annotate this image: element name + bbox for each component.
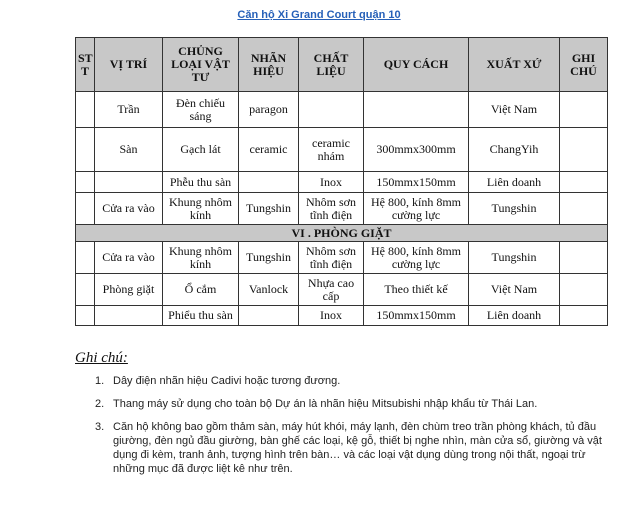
cell-stt bbox=[76, 172, 95, 193]
table-row bbox=[76, 92, 608, 128]
cell-location: Cửa ra vào bbox=[95, 193, 163, 225]
cell-location: Cửa ra vào bbox=[95, 242, 163, 274]
cell-specification: 150mmx150mm bbox=[364, 172, 469, 193]
cell-stt bbox=[76, 193, 95, 225]
table-row bbox=[76, 172, 608, 193]
cell-specification: 150mmx150mm bbox=[364, 306, 469, 326]
cell-brand bbox=[239, 172, 299, 193]
cell-stt bbox=[76, 242, 95, 274]
table-row bbox=[76, 306, 608, 326]
cell-location: Phòng giặt bbox=[95, 274, 163, 306]
cell-note bbox=[560, 172, 608, 193]
document-title: Căn hộ Xi Grand Court quận 10 bbox=[237, 9, 401, 21]
cell-brand: Tungshin bbox=[239, 193, 299, 225]
cell-origin: Liên doanh bbox=[469, 306, 560, 326]
header-material-type: CHỦNG LOẠI VẬT TƯ bbox=[163, 38, 239, 92]
header-stt: ST T bbox=[76, 38, 95, 92]
table-header-row bbox=[76, 38, 608, 92]
cell-stt bbox=[76, 92, 95, 128]
note-number: 2. bbox=[95, 398, 105, 410]
cell-material: ceramic nhám bbox=[299, 128, 364, 172]
cell-location: Sàn bbox=[95, 128, 163, 172]
cell-origin: Tungshin bbox=[469, 242, 560, 274]
notes-heading: Ghi chú: bbox=[75, 350, 128, 366]
cell-note bbox=[560, 193, 608, 225]
cell-specification: Hệ 800, kính 8mm cường lực bbox=[364, 193, 469, 225]
note-number: 3. bbox=[95, 421, 105, 433]
cell-origin: Việt Nam bbox=[469, 274, 560, 306]
table-row bbox=[76, 193, 608, 225]
cell-stt bbox=[76, 274, 95, 306]
list-item bbox=[95, 397, 615, 411]
section-header-row bbox=[76, 225, 608, 242]
header-note: GHI CHÚ bbox=[560, 38, 608, 92]
cell-specification: Hệ 800, kính 8mm cường lực bbox=[364, 242, 469, 274]
cell-note bbox=[560, 92, 608, 128]
list-item bbox=[95, 420, 615, 476]
spec-table bbox=[75, 37, 608, 326]
cell-material: Nhôm sơn tĩnh điện bbox=[299, 242, 364, 274]
cell-stt bbox=[76, 128, 95, 172]
section-title: VI . PHÒNG GIẶT bbox=[76, 225, 608, 242]
cell-material-type: Phễu thu sàn bbox=[163, 172, 239, 193]
cell-note bbox=[560, 128, 608, 172]
cell-specification: 300mmx300mm bbox=[364, 128, 469, 172]
table-row bbox=[76, 128, 608, 172]
notes-list bbox=[95, 374, 615, 485]
cell-brand: Tungshin bbox=[239, 242, 299, 274]
cell-location: Trần bbox=[95, 92, 163, 128]
cell-material: Nhôm sơn tĩnh điện bbox=[299, 193, 364, 225]
cell-note bbox=[560, 274, 608, 306]
cell-location bbox=[95, 172, 163, 193]
cell-note bbox=[560, 242, 608, 274]
header-material: CHẤT LIỆU bbox=[299, 38, 364, 92]
cell-brand: paragon bbox=[239, 92, 299, 128]
header-specification: QUY CÁCH bbox=[364, 38, 469, 92]
cell-origin: Việt Nam bbox=[469, 92, 560, 128]
cell-location bbox=[95, 306, 163, 326]
table-row bbox=[76, 242, 608, 274]
cell-origin: Tungshin bbox=[469, 193, 560, 225]
cell-material: Nhựa cao cấp bbox=[299, 274, 364, 306]
note-number: 1. bbox=[95, 375, 105, 387]
cell-origin: Liên doanh bbox=[469, 172, 560, 193]
cell-stt bbox=[76, 306, 95, 326]
cell-origin: ChangYih bbox=[469, 128, 560, 172]
note-text: Căn hộ không bao gồm thảm sàn, máy hút khói, máy lạnh, đèn chùm treo trần phòng khách, tủ đầu giường, đèn ngủ đầu giường, bàn ghế các loại, kệ gỗ, thiết bị nghe nhìn, màn cửa sổ, giường và vật dụng đi kèm, tranh ảnh, tượng hình trên bàn… và các loại vật dụng dùng trong nội thất, ngoại trừ những mục đã được liệt kê như trên. bbox=[113, 421, 602, 475]
header-origin: XUẤT XỨ bbox=[469, 38, 560, 92]
cell-material-type: Phiểu thu sàn bbox=[163, 306, 239, 326]
cell-material-type: Ổ cắm bbox=[163, 274, 239, 306]
cell-material: Inox bbox=[299, 172, 364, 193]
cell-material-type: Khung nhôm kính bbox=[163, 242, 239, 274]
cell-brand: Vanlock bbox=[239, 274, 299, 306]
cell-material-type: Gạch lát bbox=[163, 128, 239, 172]
cell-brand bbox=[239, 306, 299, 326]
cell-material-type: Khung nhôm kính bbox=[163, 193, 239, 225]
note-text: Thang máy sử dụng cho toàn bộ Dự án là nhãn hiệu Mitsubishi nhập khẩu từ Thái Lan. bbox=[113, 398, 538, 410]
table-row bbox=[76, 274, 608, 306]
note-text: Dây điện nhãn hiệu Cadivi hoặc tương đương. bbox=[113, 375, 341, 387]
cell-material bbox=[299, 92, 364, 128]
cell-brand: ceramic bbox=[239, 128, 299, 172]
list-item bbox=[95, 374, 615, 388]
cell-note bbox=[560, 306, 608, 326]
cell-material: Inox bbox=[299, 306, 364, 326]
cell-specification: Theo thiết kế bbox=[364, 274, 469, 306]
cell-material-type: Đèn chiếu sáng bbox=[163, 92, 239, 128]
header-brand: NHÃN HIỆU bbox=[239, 38, 299, 92]
header-location: VỊ TRÍ bbox=[95, 38, 163, 92]
cell-specification bbox=[364, 92, 469, 128]
